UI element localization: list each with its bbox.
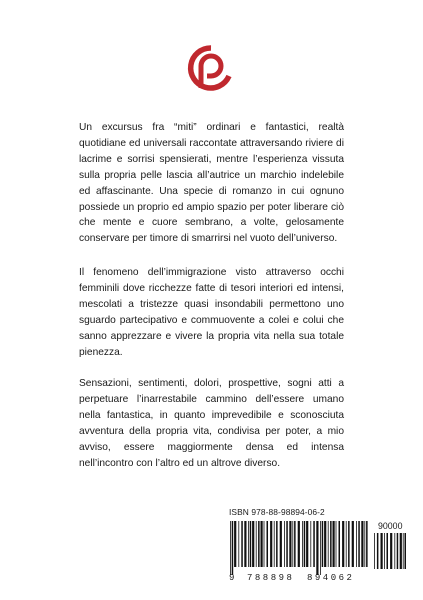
barcode-bar	[252, 521, 254, 567]
barcode-bar	[304, 521, 306, 567]
barcode-bar	[302, 521, 303, 567]
barcode-bar	[320, 521, 321, 575]
barcode-bar	[270, 521, 272, 567]
barcode-bar	[390, 533, 392, 569]
barcode-bar	[284, 521, 285, 567]
barcode-bar	[361, 521, 363, 567]
blurb-paragraph-3	[79, 376, 344, 471]
barcode-bar	[400, 533, 402, 569]
barcode-bar	[333, 521, 335, 567]
barcode-bar	[313, 521, 315, 567]
barcode-bar	[310, 521, 311, 567]
barcode-bar	[294, 521, 296, 567]
paragraph-text: Il fenomeno dell’immigrazione visto attraverso occhi femminili dove ricchezze fatte di tesori interiori ed intensi, mescolati a tristezze quasi insondabili permettono uno sguardo partecipativo e commuovente a colei e colui che sanno apprezzare e vivere la propria vita nella sua totale pienezza.	[79, 267, 344, 358]
barcode-bar	[232, 521, 234, 575]
barcode-bar	[324, 521, 326, 567]
barcode-bar	[280, 521, 282, 567]
ean-barcode-icon	[229, 521, 369, 575]
barcode-bar	[248, 521, 249, 567]
barcode-bar	[234, 521, 236, 567]
ean-first-digit: 9	[229, 573, 235, 583]
barcode-bar	[244, 521, 246, 567]
barcode-bar	[348, 521, 350, 567]
barcode-bar	[274, 521, 275, 567]
paragraph-text: Un excursus fra “miti” ordinari e fantastici, realtà quotidiane ed universali raccontate attraversando riviere di lacrime e sorrisi spensierati, mentre l’esperienza vissuta sulla propria pelle lascia all’autrice un marchio indelebile ed affascinante. Una specie di romanzo in cui ognuno possiede un proprio ed ampio spazio per poter liberare ciò che mente e cuore sembrano, a volte, gelosamente conservare per timore di smarrirsi nel vuoto dell’universo.	[79, 122, 344, 245]
barcode-bar	[298, 521, 300, 567]
blurb-paragraph-1	[79, 120, 344, 247]
ean-left-digits: 788898	[247, 573, 295, 583]
barcode-bar	[339, 521, 341, 567]
barcode-bar	[364, 521, 365, 567]
barcode-bar	[241, 521, 243, 567]
barcode-bar	[387, 533, 389, 569]
barcode-bar	[289, 521, 291, 567]
barcode-bar	[356, 521, 357, 567]
barcode-bar	[250, 521, 252, 567]
barcode-bar	[374, 533, 375, 569]
barcode-block	[229, 507, 409, 587]
barcode-bar	[267, 521, 269, 567]
barcode-bar	[261, 521, 263, 567]
barcode-bar	[397, 533, 399, 569]
barcode-bar	[230, 521, 231, 575]
barcode-bar	[381, 533, 383, 569]
barcode-bar	[258, 521, 260, 567]
barcode-bar	[405, 533, 407, 569]
paragraph-text: Sensazioni, sentimenti, dolori, prospettive, sogni atti a perpetuare l’inarrestabile cammino dell’essere umano nella fantastica, in quanto imprevedibile e sconosciuta avventura della propria vita, condivisa per poter, a mio avviso, essere maggiormente densa ed intensa nell’incontro con l’altro ed un altrove diverso.	[79, 378, 344, 469]
publisher-logo-icon	[185, 42, 237, 94]
barcode-bar	[330, 521, 332, 567]
barcode-bar	[346, 521, 347, 567]
blurb-paragraph-2	[79, 265, 344, 360]
price-barcode-icon	[373, 533, 407, 577]
barcode-bar	[238, 521, 239, 567]
barcode-bar	[366, 521, 368, 567]
barcode-bar	[342, 521, 344, 567]
ean-right-digits: 894062	[307, 573, 355, 583]
barcode-bar	[403, 533, 404, 569]
barcode-bar	[336, 521, 337, 567]
barcode-bar	[286, 521, 288, 567]
price-code: 90000	[378, 521, 403, 531]
barcode-bar	[358, 521, 360, 567]
barcode-bar	[306, 521, 308, 567]
barcode-bar	[316, 521, 318, 575]
barcode-bar	[352, 521, 354, 567]
barcode-bar	[322, 521, 324, 567]
isbn-label: ISBN 978-88-98894-06-2	[229, 507, 325, 517]
barcode-bar	[384, 533, 385, 569]
barcode-bar	[377, 533, 379, 569]
barcode-bar	[264, 521, 265, 567]
barcode-bar	[394, 533, 395, 569]
barcode-bar	[256, 521, 257, 567]
barcode-bar	[328, 521, 329, 567]
barcode-bar	[292, 521, 293, 567]
barcode-bar	[276, 521, 278, 567]
